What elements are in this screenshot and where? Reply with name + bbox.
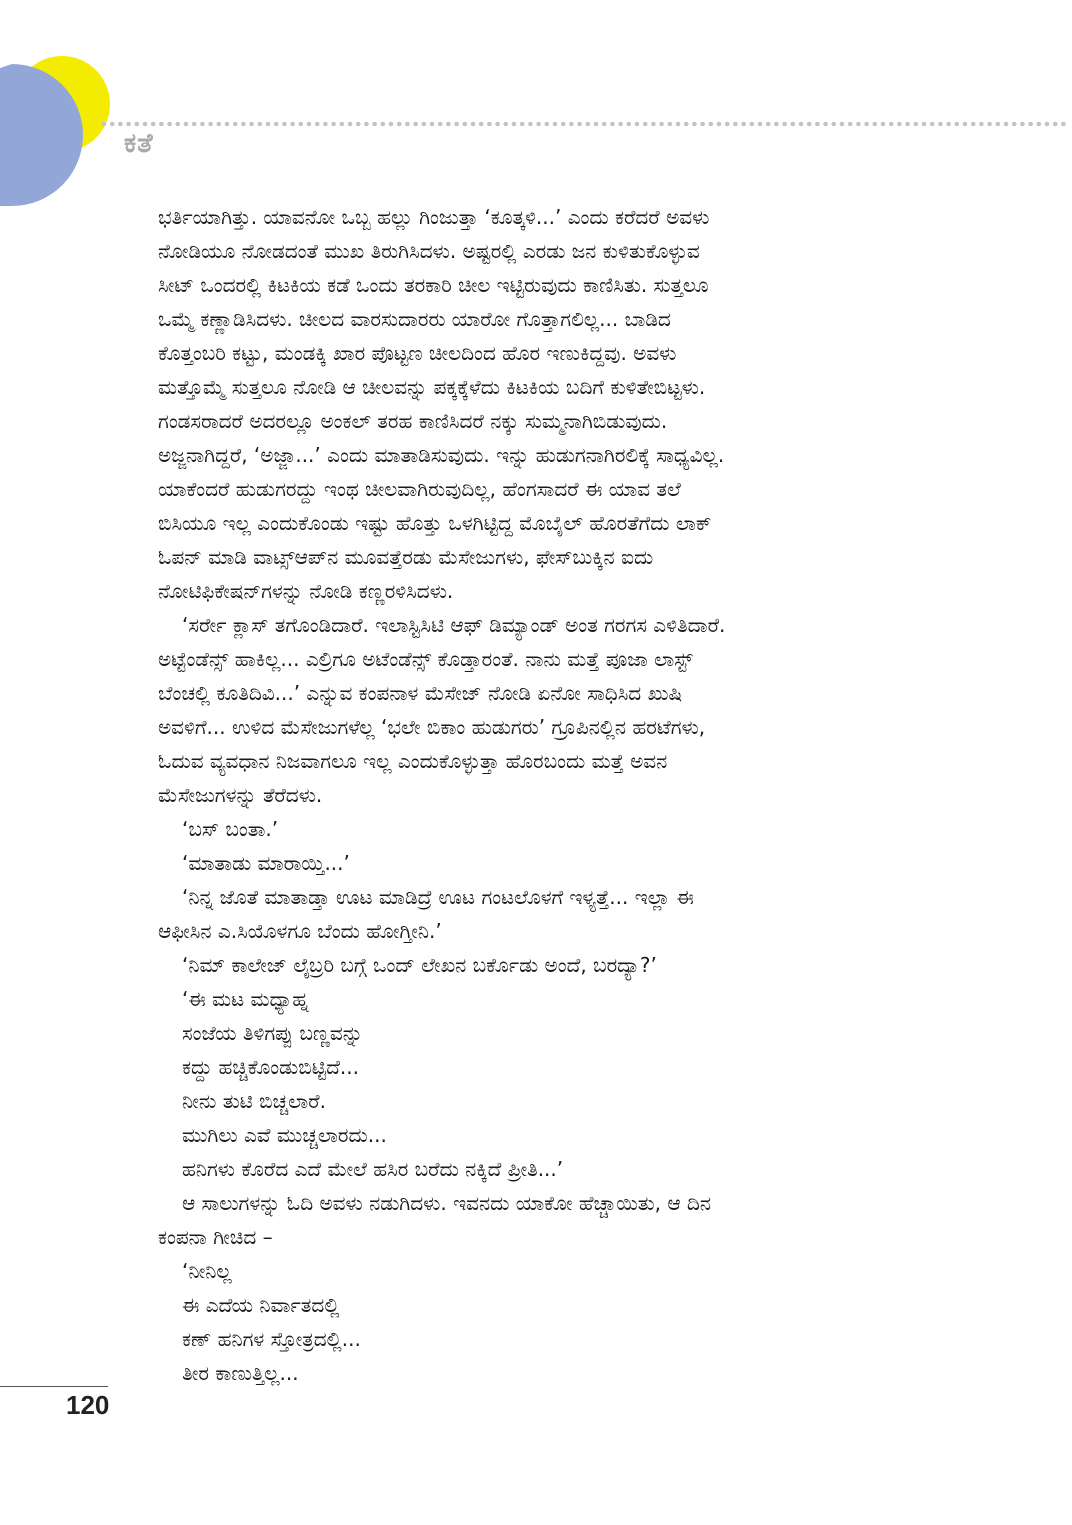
rule-dot (102, 122, 107, 127)
rule-dot (692, 122, 697, 127)
rule-dot (512, 122, 517, 127)
rule-dot (881, 122, 886, 127)
rule-dot (249, 122, 254, 127)
rule-dot (299, 122, 304, 127)
rule-dot (577, 122, 582, 127)
rule-dot (143, 122, 148, 127)
rule-dot (840, 122, 845, 127)
rule-dot (668, 122, 673, 127)
rule-dot (274, 122, 279, 127)
rule-dot (438, 122, 443, 127)
text-line: ಅವಳಿಗೆ... ಉಳಿದ ಮೆಸೇಜುಗಳೆಲ್ಲ ‘ಭಲೇ ಬಿಕಾಂ ಹುಡುಗರು’ ಗ್ರೂಪಿನಲ್ಲಿನ ಹರಟೆಗಳು, (158, 715, 706, 739)
rule-dot (282, 122, 287, 127)
rule-dot (151, 122, 156, 127)
rule-dot (290, 122, 295, 127)
text-line: ನೀನು ತುಟಿ ಬಿಚ್ಚಲಾರೆ. (182, 1089, 326, 1113)
dotted-rule (102, 122, 1066, 127)
text-line: ಒಮ್ಮೆ ಕಣ್ಣಾಡಿಸಿದಳು. ಚೀಲದ ವಾರಸುದಾರರು ಯಾರೋ ಗೊತ್ತಾಗಲಿಲ್ಲ... ಬಾಡಿದ (158, 307, 671, 331)
rule-dot (200, 122, 205, 127)
rule-dot (725, 122, 730, 127)
story-text (158, 200, 918, 1390)
text-line: ನೋಟಿಫಿಕೇಷನ್‌ಗಳನ್ನು ನೋಡಿ ಕಣ್ಣರಳಿಸಿದಳು. (158, 579, 454, 603)
text-line: ಯಾಕೆಂದರೆ ಹುಡುಗರದ್ದು ಇಂಥ ಚೀಲವಾಗಿರುವುದಿಲ್ಲ, ಹೆಂಗಸಾದರೆ ಈ ಯಾವ ತಲೆ (158, 477, 681, 501)
rule-dot (184, 122, 189, 127)
rule-dot (938, 122, 943, 127)
rule-dot (889, 122, 894, 127)
rule-dot (1020, 122, 1025, 127)
rule-dot (627, 122, 632, 127)
text-line: ಭರ್ತಿಯಾಗಿತ್ತು. ಯಾವನೋ ಒಬ್ಬ ಹಲ್ಲು ಗಿಂಜುತ್ತಾ ‘ಕೂತ್ಕಳಿ...’ ಎಂದು ಕರೆದರೆ ಅವಳು (158, 205, 710, 229)
rule-dot (356, 122, 361, 127)
rule-dot (528, 122, 533, 127)
rule-dot (348, 122, 353, 127)
page-number: 120 (66, 1390, 110, 1420)
rule-dot (241, 122, 246, 127)
rule-dot (955, 122, 960, 127)
text-line: ಕಣ್ ಹನಿಗಳ ಸ್ತೋತ್ರದಲ್ಲಿ... (182, 1327, 361, 1351)
text-line: ತೀರ ಕಾಣುತ್ತಿಲ್ಲ... (182, 1361, 299, 1385)
rule-dot (610, 122, 615, 127)
rule-dot (340, 122, 345, 127)
rule-dot (996, 122, 1001, 127)
rule-dot (864, 122, 869, 127)
rule-dot (135, 122, 140, 127)
rule-dot (315, 122, 320, 127)
text-line: ‘ಸರ್ರೇ ಕ್ಲಾಸ್ ತಗೊಂಡಿದಾರೆ. ಇಲಾಸ್ಟಿಸಿಟಿ ಆಫ್ ಡಿಮ್ಯಾಂಡ್ ಅಂತ ಗರಗಸ ಎಳಿತಿದಾರೆ. (182, 613, 726, 637)
text-line: ಕೊತ್ತಂಬರಿ ಕಟ್ಟು, ಮಂಡಕ್ಕಿ ಖಾರ ಪೊಟ್ಟಣ ಚೀಲದಿಂದ ಹೊರ ಇಣುಕಿದ್ದವು. ಅವಳು (158, 341, 677, 365)
text-line: ಸೀಟ್ ಒಂದರಲ್ಲಿ ಕಿಟಕಿಯ ಕಡೆ ಒಂದು ತರಕಾರಿ ಚೀಲ ಇಟ್ಟಿರುವುದು ಕಾಣಿಸಿತು. ಸುತ್ತಲೂ (158, 273, 709, 297)
text-line: ‘ಬಸ್ ಬಂತಾ.’ (182, 817, 279, 841)
rule-dot (946, 122, 951, 127)
section-label: ಕತೆ (124, 128, 154, 159)
rule-dot (1004, 122, 1009, 127)
rule-dot (225, 122, 230, 127)
rule-dot (487, 122, 492, 127)
text-line: ‘ನೀನಿಲ್ಲ (182, 1259, 232, 1283)
rule-dot (602, 122, 607, 127)
rule-dot (914, 122, 919, 127)
text-line: ಮುಗಿಲು ಎವೆ ಮುಚ್ಚಲಾರದು... (182, 1123, 387, 1147)
text-line: ಸಂಜೆಯ ತಿಳಿಗಪ್ಪು ಬಣ್ಣವನ್ನು (182, 1021, 363, 1045)
rule-dot (504, 122, 509, 127)
rule-dot (561, 122, 566, 127)
rule-dot (676, 122, 681, 127)
rule-dot (823, 122, 828, 127)
rule-dot (807, 122, 812, 127)
text-line: ಕದ್ದು ಹಚ್ಚಿಕೊಂಡುಬಿಟ್ಟಿದೆ... (182, 1055, 359, 1079)
rule-dot (832, 122, 837, 127)
rule-dot (331, 122, 336, 127)
rule-dot (618, 122, 623, 127)
rule-dot (897, 122, 902, 127)
rule-dot (922, 122, 927, 127)
rule-dot (217, 122, 222, 127)
text-line: ಬೆಂಚಲ್ಲಿ ಕೂತಿದಿವಿ...’ ಎನ್ನುವ ಕಂಪನಾಳ ಮೆಸೇಜ್ ನೋಡಿ ಏನೋ ಸಾಧಿಸಿದ ಖುಷಿ (158, 681, 683, 705)
rule-dot (979, 122, 984, 127)
rule-dot (405, 122, 410, 127)
rule-dot (905, 122, 910, 127)
text-line: ಅಜ್ಜನಾಗಿದ್ದರೆ, ‘ಅಜ್ಜಾ...’ ಎಂದು ಮಾತಾಡಿಸುವುದು. ಇನ್ನು ಹುಡುಗನಾಗಿರಲಿಕ್ಕೆ ಸಾಧ್ಯವಿಲ್ಲ. (158, 443, 725, 467)
rule-dot (520, 122, 525, 127)
rule-dot (430, 122, 435, 127)
rule-dot (397, 122, 402, 127)
rule-dot (684, 122, 689, 127)
text-line: ಅಟ್ಟೆಂಡೆನ್ಸ್ ಹಾಕಿಲ್ಲ... ಎಲ್ರಿಗೂ ಅಟೆಂಡೆನ್ಸ್ ಕೊಡ್ತಾರಂತೆ. ನಾನು ಮತ್ತೆ ಪೂಜಾ ಲಾಸ್ಟ್ (158, 647, 693, 671)
rule-dot (208, 122, 213, 127)
rule-dot (167, 122, 172, 127)
rule-dot (799, 122, 804, 127)
rule-dot (307, 122, 312, 127)
rule-dot (159, 122, 164, 127)
rule-dot (963, 122, 968, 127)
rule-dot (791, 122, 796, 127)
rule-dot (741, 122, 746, 127)
text-line: ‘ಈ ಮಟ ಮಧ್ಯಾಹ್ನ (182, 987, 309, 1011)
rule-dot (987, 122, 992, 127)
text-line: ಹನಿಗಳು ಕೊರೆದ ಎದೆ ಮೇಲೆ ಹಸಿರ ಬರೆದು ನಕ್ಕಿದೆ ಪ್ರೀತಿ...’ (182, 1157, 564, 1181)
rule-dot (1012, 122, 1017, 127)
text-line: ‘ನಿಮ್ ಕಾಲೇಜ್ ಲೈಬ್ರರಿ ಬಗ್ಗೆ ಒಂದ್ ಲೇಖನ ಬರ್ಕೊಡು ಅಂದೆ, ಬರದ್ಯಾ?’ (182, 953, 657, 977)
rule-dot (750, 122, 755, 127)
text-line: ಓದುವ ವ್ಯವಧಾನ ನಿಜವಾಗಲೂ ಇಲ್ಲ ಎಂದುಕೊಳ್ಳುತ್ತಾ ಹೊರಬಂದು ಮತ್ತೆ ಅವನ (158, 749, 668, 773)
rule-dot (1028, 122, 1033, 127)
rule-dot (569, 122, 574, 127)
rule-dot (413, 122, 418, 127)
rule-dot (733, 122, 738, 127)
text-line: ಕಂಪನಾ ಗೀಚಿದ – (158, 1225, 273, 1249)
text-line: ಓಪನ್ ಮಾಡಿ ವಾಟ್ಸ್‌ಆಪ್‌ನ ಮೂವತ್ತೆರಡು ಮೆಸೇಜುಗಳು, ಫೇಸ್‌ಬುಕ್ಕಿನ ಐದು (158, 545, 654, 569)
rule-dot (1061, 122, 1066, 127)
rule-dot (873, 122, 878, 127)
rule-dot (782, 122, 787, 127)
text-line: ಮೆಸೇಜುಗಳನ್ನು ತೆರೆದಳು. (158, 783, 323, 807)
rule-dot (233, 122, 238, 127)
rule-dot (774, 122, 779, 127)
rule-dot (659, 122, 664, 127)
rule-dot (651, 122, 656, 127)
rule-dot (323, 122, 328, 127)
text-line: ‘ನಿನ್ನ ಜೊತೆ ಮಾತಾಡ್ತಾ ಊಟ ಮಾಡಿದ್ರೆ ಊಟ ಗಂಟಲೊಳಗೆ ಇಳ್ಯತ್ತೆ... ಇಲ್ಲಾ ಈ (182, 885, 694, 909)
rule-dot (479, 122, 484, 127)
rule-dot (856, 122, 861, 127)
rule-dot (930, 122, 935, 127)
rule-dot (454, 122, 459, 127)
text-line: ಗಂಡಸರಾದರೆ ಅದರಲ್ಲೂ ಅಂಕಲ್ ತರಹ ಕಾಣಿಸಿದರೆ ನಕ್ಕು ಸುಮ್ಮನಾಗಿಬಿಡುವುದು. (158, 409, 668, 433)
text-line: ಬಿಸಿಯೂ ಇಲ್ಲ ಎಂದುಕೊಂಡು ಇಷ್ಟು ಹೊತ್ತು ಒಳಗಿಟ್ಟಿದ್ದ ಮೊಬೈಲ್ ಹೊರತೆಗೆದು ಲಾಕ್ (158, 511, 712, 535)
rule-dot (389, 122, 394, 127)
rule-dot (709, 122, 714, 127)
rule-dot (700, 122, 705, 127)
text-line: ಮತ್ತೊಮ್ಮೆ ಸುತ್ತಲೂ ನೋಡಿ ಆ ಚೀಲವನ್ನು ಪಕ್ಕಕ್ಕೆಳೆದು ಕಿಟಕಿಯ ಬದಿಗೆ ಕುಳಿತೇಬಿಟ್ಟಳು. (158, 375, 706, 399)
text-line: ನೋಡಿಯೂ ನೋಡದಂತೆ ಮುಖ ತಿರುಗಿಸಿದಳು. ಅಷ್ಟರಲ್ಲಿ ಎರಡು ಜನ ಕುಳಿತುಕೊಳ್ಳುವ (158, 239, 700, 263)
text-line: ಆ ಸಾಲುಗಳನ್ನು ಓದಿ ಅವಳು ನಡುಗಿದಳು. ಇವನದು ಯಾಕೋ ಹೆಚ್ಚಾಯಿತು, ಆ ದಿನ (182, 1191, 711, 1215)
rule-dot (372, 122, 377, 127)
rule-dot (495, 122, 500, 127)
rule-dot (1037, 122, 1042, 127)
rule-dot (643, 122, 648, 127)
rule-dot (971, 122, 976, 127)
rule-dot (1045, 122, 1050, 127)
rule-dot (176, 122, 181, 127)
rule-dot (848, 122, 853, 127)
rule-dot (110, 122, 115, 127)
rule-dot (553, 122, 558, 127)
rule-dot (471, 122, 476, 127)
rule-dot (422, 122, 427, 127)
rule-dot (586, 122, 591, 127)
rule-dot (192, 122, 197, 127)
rule-dot (364, 122, 369, 127)
text-line: ಈ ಎದೆಯ ನಿರ್ವಾತದಲ್ಲಿ (182, 1293, 340, 1317)
rule-dot (463, 122, 468, 127)
rule-dot (381, 122, 386, 127)
footer-rule (0, 1386, 108, 1387)
rule-dot (126, 122, 131, 127)
corner-decoration (0, 0, 1072, 230)
rule-dot (766, 122, 771, 127)
rule-dot (118, 122, 123, 127)
text-line: ‘ಮಾತಾಡು ಮಾರಾಯ್ತಿ...’ (182, 851, 350, 875)
rule-dot (536, 122, 541, 127)
rule-dot (635, 122, 640, 127)
rule-dot (758, 122, 763, 127)
rule-dot (1053, 122, 1058, 127)
rule-dot (545, 122, 550, 127)
rule-dot (266, 122, 271, 127)
text-line: ಆಫೀಸಿನ ಎ.ಸಿಯೊಳಗೂ ಬೆಂದು ಹೋಗ್ತೀನಿ.’ (158, 919, 442, 943)
rule-dot (258, 122, 263, 127)
rule-dot (815, 122, 820, 127)
rule-dot (446, 122, 451, 127)
rule-dot (717, 122, 722, 127)
rule-dot (594, 122, 599, 127)
